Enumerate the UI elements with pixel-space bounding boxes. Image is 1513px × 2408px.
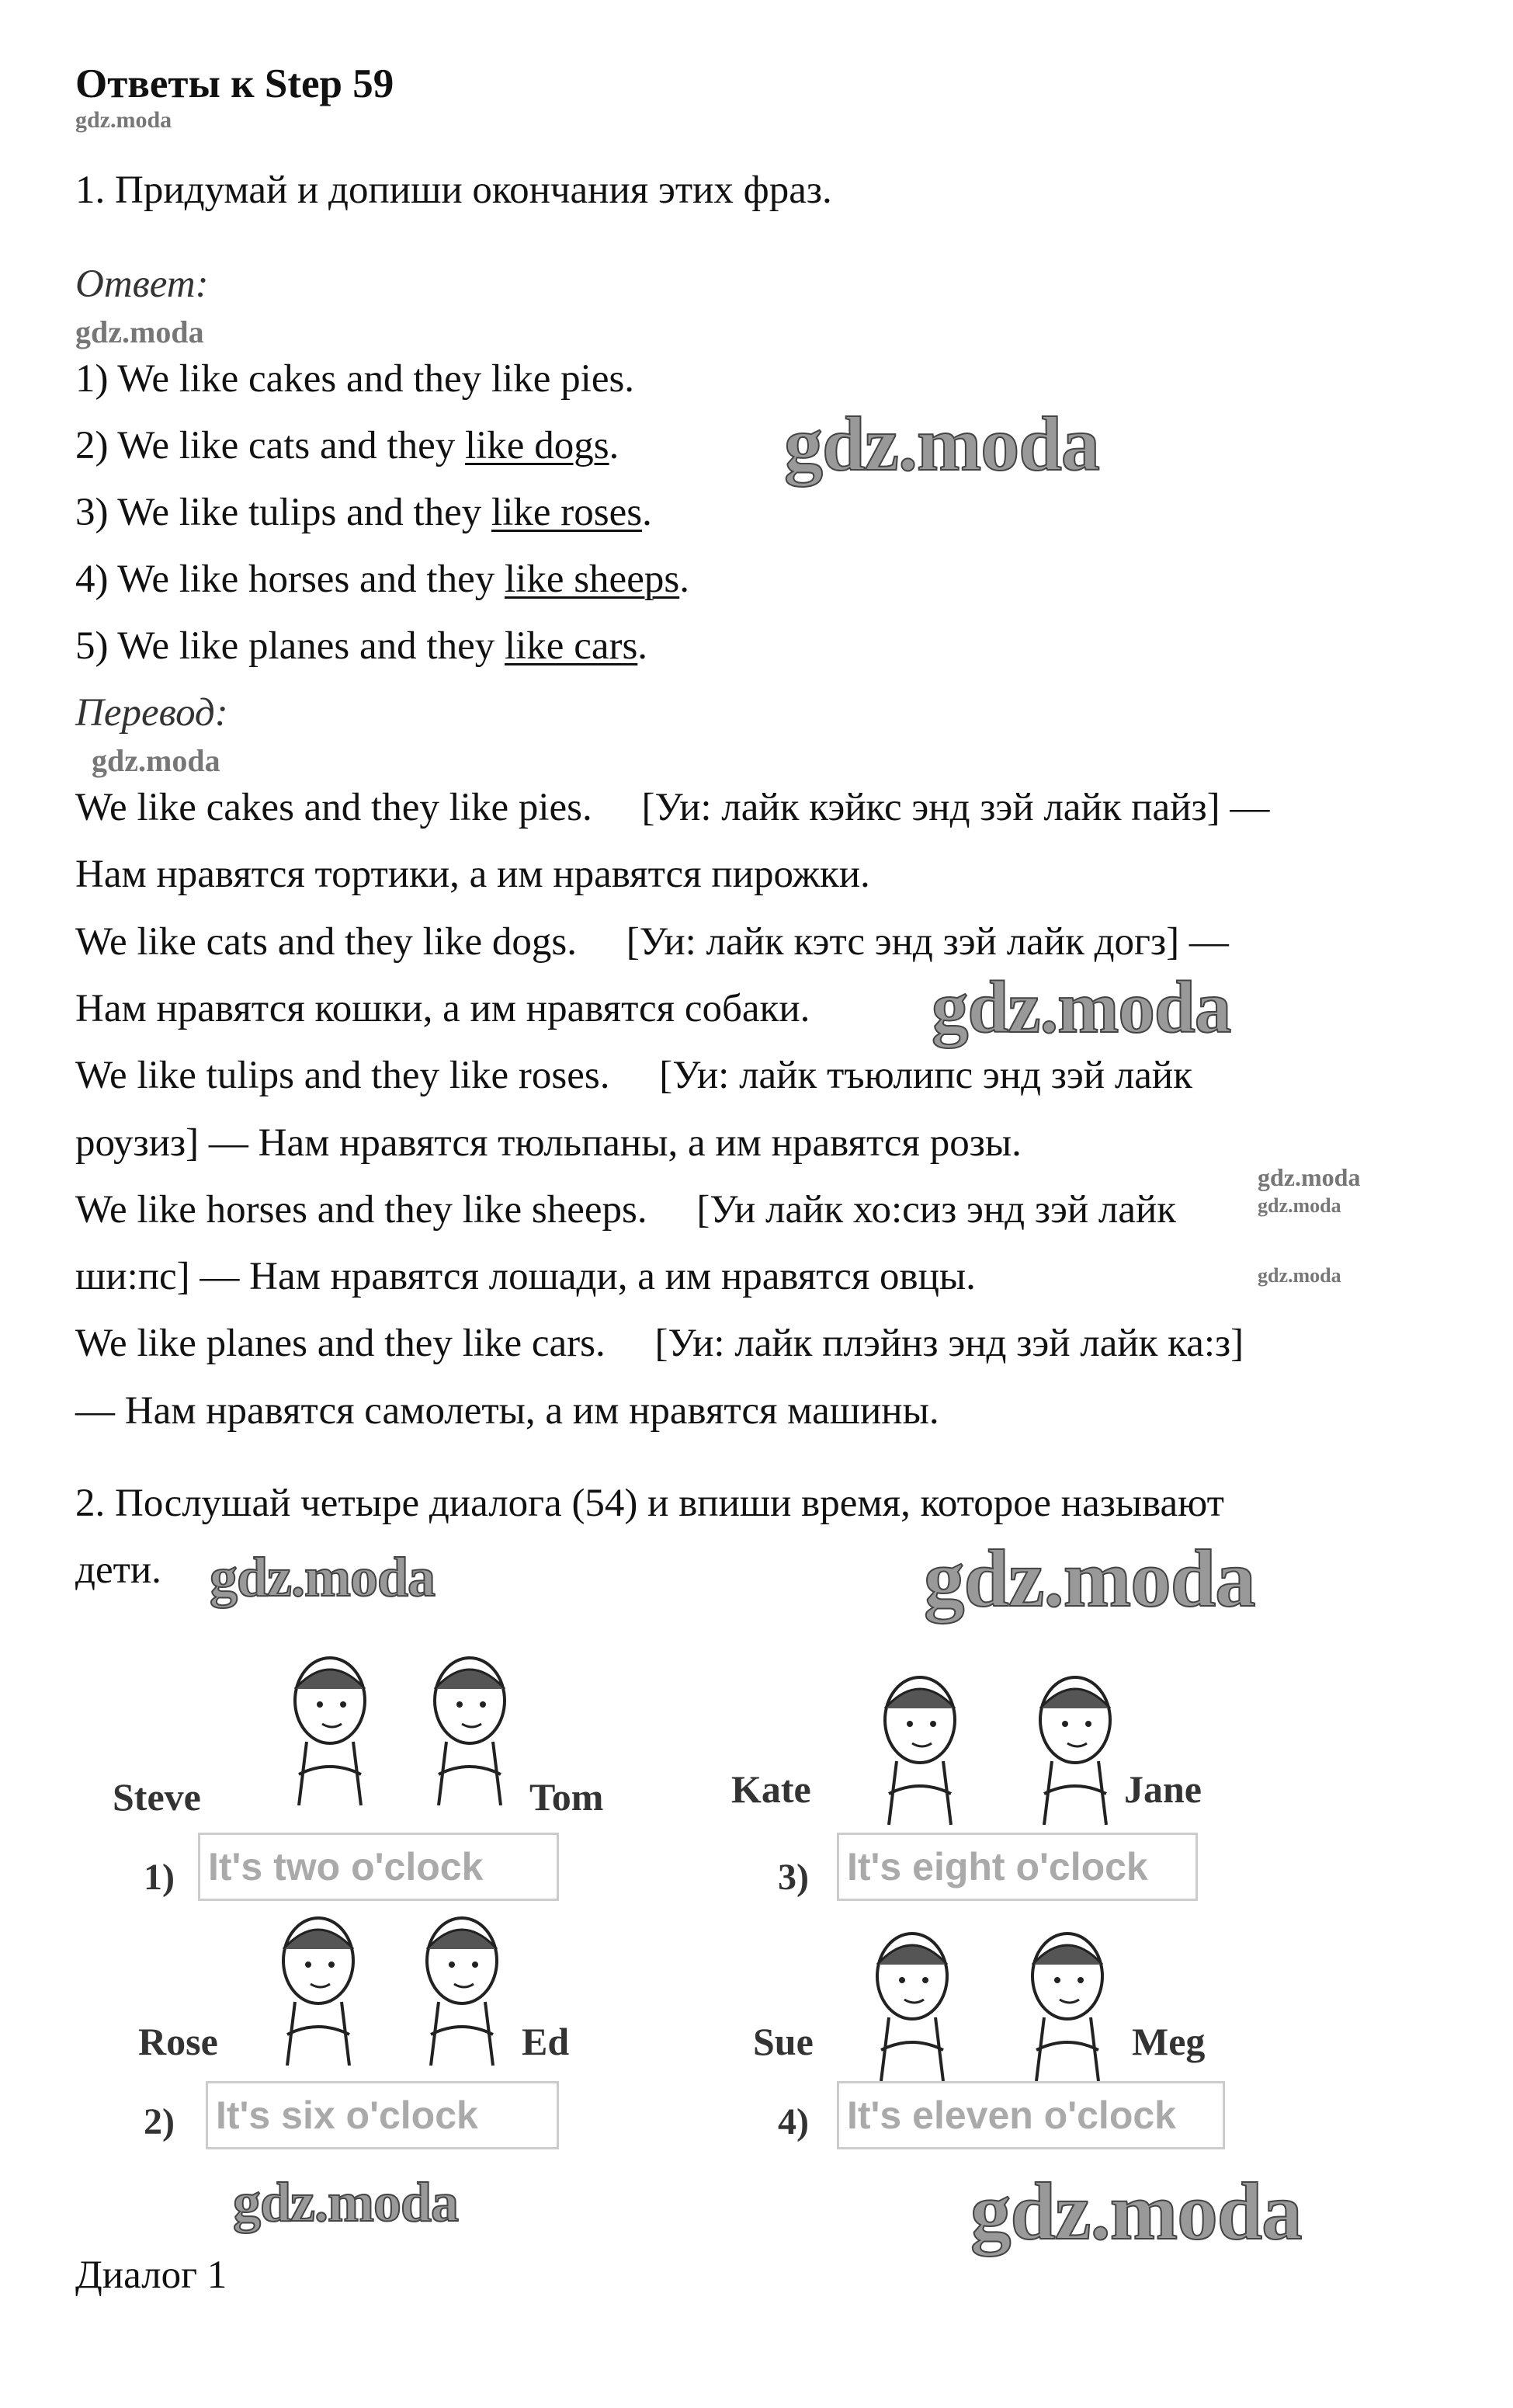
translation-line: We like planes and they like cars. [Уи: лайк плэйнз энд зэй лайк ка:з] [75,1322,1244,1366]
task2-prompt-cont: дети. [75,1548,161,1592]
child-illustration [1009,1926,1126,2081]
answer-line [75,356,634,402]
task2-prompt: 2. Послушай четыре диалога (54) и впиши время, которое называют [75,1482,1224,1525]
watermark: gdz.moda [784,401,1099,487]
child-illustration [411,1650,528,1805]
translation-line: We like cakes and they like pies. [Уи: лайк кэйкс энд зэй лайк пайз] — [75,786,1270,829]
translation-line: Нам нравятся кошки, а им нравятся собаки. [75,986,810,1030]
translation-line: We like horses and they like sheeps. [Уи лайк хо:сиз энд зэй лайк [75,1187,1177,1232]
child-name: Ed [522,2020,570,2063]
translation-line: — Нам нравятся самолеты, а им нравятся машины. [75,1388,939,1433]
page-title: Ответы к Step 59 [75,61,394,106]
child-illustration [1017,1670,1133,1825]
answer-fill: like sheeps [504,558,680,601]
child-illustration [862,1670,978,1825]
answer-text: 3) We like tulips and they [75,491,492,534]
dialog-number: 4) [778,2101,809,2142]
translation-line: We like cats and they like dogs. [Уи: лайк кэтс энд зэй лайк догз] — [75,919,1229,964]
child-illustration [404,1910,520,2066]
watermark: gdz.moda [1258,1163,1361,1191]
answer-text: 5) We like planes and they [75,624,505,668]
answer-label: Ответ: [75,262,209,306]
dialog-heading: Диалог 1 [75,2253,227,2297]
answer-text: 2) We like cats and they [75,424,465,467]
child-name: Steve [113,1775,201,1819]
answer-fill: like cars [504,624,638,668]
time-answer-box: It's two o'clock [198,1833,559,1901]
translation-line: роузиз] — Нам нравятся тюльпаны, а им нравятся розы. [75,1121,1022,1165]
answer-line [75,556,689,603]
watermark: gdz.moda [233,2171,459,2233]
dialog-number: 3) [778,1857,809,1898]
translation-label: Перевод: [75,691,228,735]
answer-line [75,422,619,469]
answer-fill: like roses [491,491,643,534]
watermark: gdz.moda [970,2166,1302,2257]
child-name: Meg [1132,2020,1206,2063]
dialog-number: 1) [144,1857,175,1898]
task1-prompt: 1. Придумай и допиши окончания этих фраз. [75,169,832,212]
translation-line: ши:пс] — Нам нравятся лошади, а им нравятся овцы. [75,1255,976,1299]
dialog-number: 2) [144,2101,175,2142]
watermark: gdz.moda [75,107,172,133]
translation-line: We like tulips and they like roses. [Уи: лайк тъюлипс энд зэй лайк [75,1054,1193,1098]
child-name: Kate [731,1767,811,1811]
answer-text: . [637,624,648,668]
translation-line: Нам нравятся тортики, а им нравятся пирожки. [75,853,870,897]
watermark: gdz.moda [75,314,204,349]
answer-text: . [679,558,689,601]
watermark: gdz.moda [1258,1264,1341,1287]
watermark: gdz.moda [210,1546,436,1608]
answer-text: 4) We like horses and they [75,558,505,601]
answer-line [75,489,652,536]
child-name: Tom [529,1775,604,1819]
child-illustration [272,1650,388,1805]
watermark: gdz.moda [932,966,1231,1048]
time-answer-box: It's eight o'clock [837,1833,1198,1901]
child-illustration [260,1910,377,2066]
child-illustration [854,1926,970,2081]
child-name: Rose [138,2020,218,2063]
answer-text: . [609,424,619,467]
child-name: Jane [1124,1767,1202,1811]
watermark: gdz.moda [924,1533,1255,1624]
time-answer-box: It's eleven o'clock [837,2081,1225,2149]
watermark: gdz.moda [1258,1194,1341,1217]
watermark: gdz.moda [92,743,220,778]
time-answer-box: It's six o'clock [206,2081,559,2149]
answer-text: . [642,491,652,534]
child-name: Sue [753,2020,814,2063]
answer-text: 1) We like cakes and they like pies. [75,357,635,401]
answer-line [75,623,647,669]
answer-fill: like dogs [464,424,609,467]
